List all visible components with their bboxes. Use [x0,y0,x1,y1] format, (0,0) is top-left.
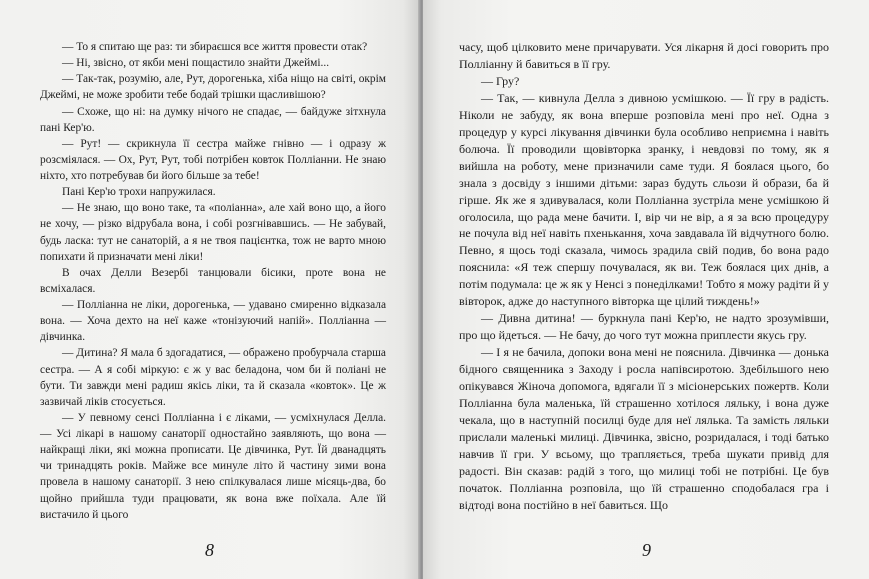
paragraph: — Ні, звісно, от якби мені пощастило знайти Джеймі... [62,57,330,70]
paragraph: — І я не бачила, допоки вона мені не пояснила. Дівчинка — донька бідного священника з Заходу і росла напівсиротою. Здебільшого нею опікувався Жіноча допомога, вдягали її з місіонерських пожертв. Коли Полліанна була маленька, їй страшенно хотілося ляльку, і вона дуже чекала, що в наступній посилці буде для неї лялька. Та замість ляльки прислали маленькі милиці. Дівчинка, звісно, розридалася, і тоді батько навчив її гри. У всьому, що трапляється, треба шукати привід для радості. Він сказав: радій з того, що милиці тобі не потрібні. Це був початок. Полліанна розповіла, що їй страшенно сподобалася гра і відтоді вона постійно в неї бавиться. Що [459,345,829,512]
right-page [423,0,869,579]
paragraph: — Дивна дитина! — буркнула пані Кер'ю, не надто зрозумівши, про що йдеться. — Не бачу, до чого тут можна приплести якусь гру. [459,311,829,343]
page-number-right: 9 [642,540,651,560]
paragraph-continuation: часу, щоб цілковито мене причарувати. Уся лікарня й досі говорить про Полліанну й бавиться в її гру. [459,40,829,71]
paragraph: — Рут! — скрикнула її сестра майже гнівно — і одразу ж розсміялася. — Ох, Рут, Рут, тобі потрібен ковток Полліанни. Не знаю ніхто, хто потребував би його більше за тебе! [40,137,386,182]
paragraph: — Так, — кивнула Делла з дивною усмішкою. — Її гру в радість. Ніколи не забуду, як вона вперше розповіла мені про неї. Одна з процедур у курсі лікування дівчинки була особливо неприємна і навіть болюча. Її проводили щовівторка зранку, і невдовзі по тому, як я вийшла на роботу, мене призначили саме туди. Я боялася цього, бо знала з досвіду з іншими дітьми: зараз будуть сльози й образи, ба й гірше. Як же я здивувалася, коли Полліанна зустріла мене усмішкою й оголосила, що рада мене бачити. І, вір чи не вір, а я за всю процедуру не почула від неї навіть пхенькання, хоча завдавала їй відчутного болю. Певно, я щось тоді сказала, чимось зрадила свій подив, бо вона радо пояснила: «Я теж спершу почувалася, як ви. Теж боялася цих днів, а потім подумала: це ж як у Ненсі з понеділками! Тобто я можу радіти й у вівторок, адже до наступного вівторка ще цілий тиждень!» [459,90,829,309]
paragraph: — То я спитаю ще раз: ти збираєшся все життя провести отак? [62,41,368,53]
paragraph: В очах Делли Везербі танцювали бісики, проте вона не всміхалася. [40,266,386,295]
paragraph: — Гру? [481,73,520,88]
paragraph: — Не знаю, що воно таке, та «поліанна», але хай воно що, а його не хочу, — різко відрубала вона, і собі розгнівавшись. — Не забувай, будь ласка: тут не санаторій, а я не твоя пацієнтка, тож не варто мною попихати й призначати мені ліки! [40,202,386,263]
right-page-text [459,39,829,514]
paragraph: — Так-так, розумію, але, Рут, дорогенька, хіба ніщо на світі, окрім Джеймі, не може зробити тебе бодай трішки щасливішою? [40,73,386,102]
paragraph: Пані Кер'ю трохи напружилася. [62,186,216,199]
paragraph: — Полліанна не ліки, дорогенька, — удавано смиренно відказала вона. — Хоча дехто на неї каже «тонізуючий напій». Полліанна — дівчинка. [40,299,386,344]
page-number-left: 8 [205,540,214,560]
paragraph: — У певному сенсі Полліанна і є ліками, — усміхнулася Делла. — Усі лікарі в нашому санаторії одностайно заявляють, що вона — найкращі ліки, які можна прописати. Це дівчинка, Рут. Їй дванадцять чи тринадцять років. Майже все минуле літо й частину зими вона провела в нашому санаторії. З нею спілкувалася лише місяць-два, бо щойно прийшла туди працювати, як вона вже поїхала. Але їй вистачило й цього [40,411,386,521]
left-page [0,0,420,579]
paragraph: — Дитина? Я мала б здогадатися, — ображено пробурчала старша сестра. — А я собі міркую: є ж у вас беладона, чом би й поліані не бути. Ти завжди мені радиш якісь ліки, та й сказала «ковток». Це ж зазвичай ліків стосується. [40,347,386,408]
paragraph: — Схоже, що ні: на думку нічого не спадає, — байдуже зітхнула пані Кер'ю. [40,105,386,134]
left-page-text [40,39,386,523]
